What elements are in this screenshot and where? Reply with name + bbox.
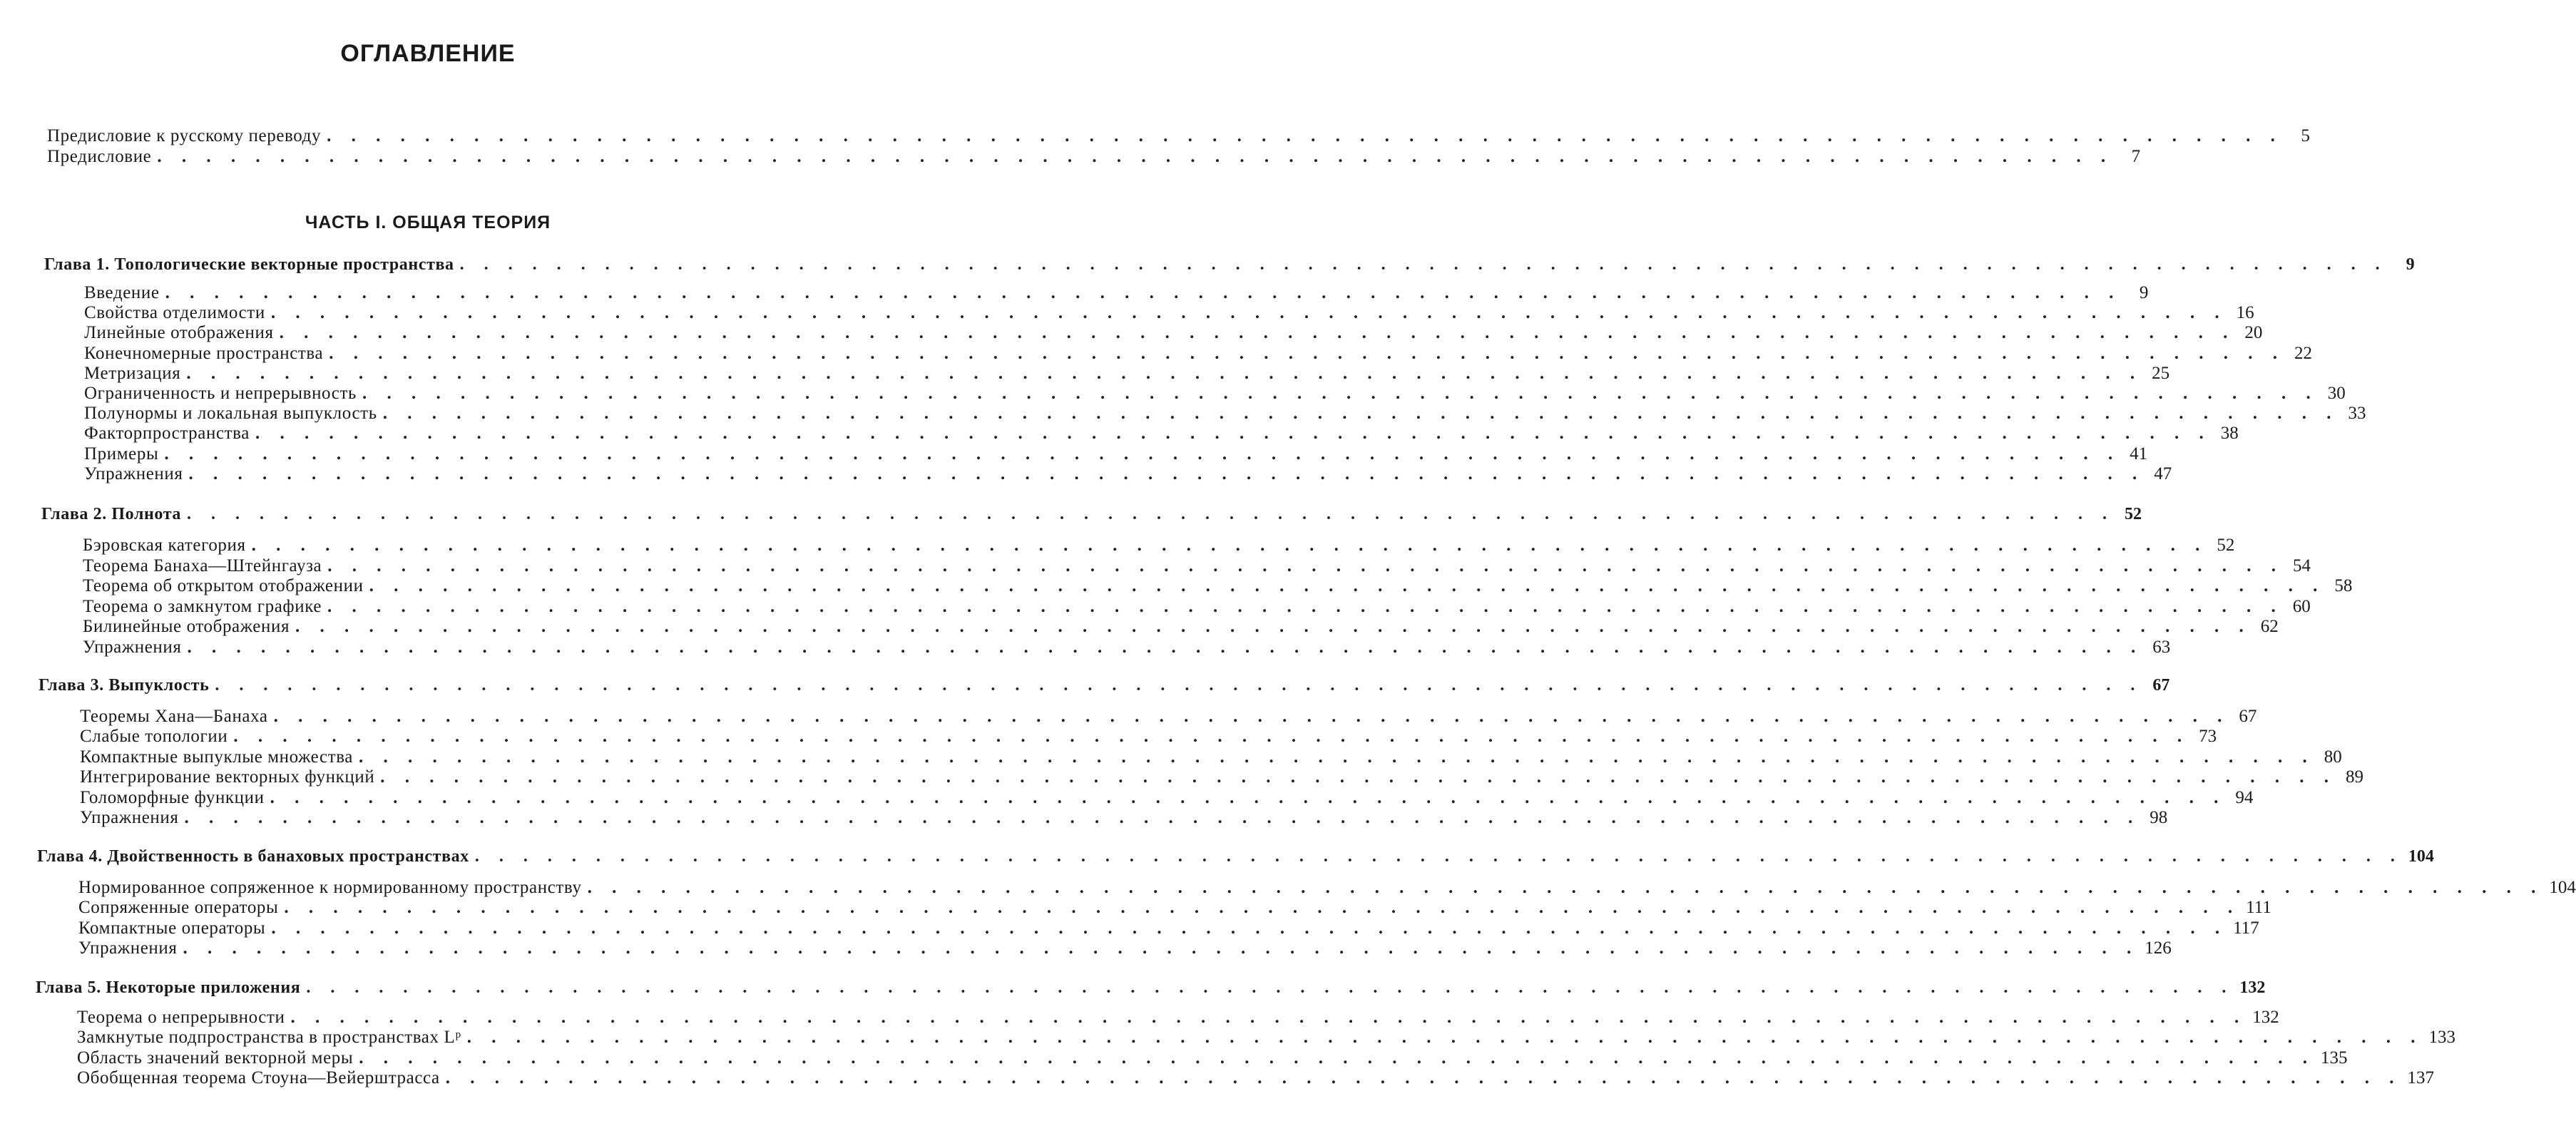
- section-entry: [77, 1048, 2348, 1069]
- toc-entry-label: Упражнения: [78, 938, 178, 958]
- toc-page-number: 47: [2154, 464, 2172, 483]
- front-matter-entry: [47, 126, 2310, 147]
- dot-leader: . . . . . . . . . . . . . . . . . . . . . . . . . . . . . . . . . . . . . . . . . . . . . . . . . . . . . . . . . . . . . . . . . . . . . . . . . . . . . . . .: [380, 767, 2337, 787]
- toc-entry-label: Теорема о замкнутом графике: [83, 597, 322, 616]
- chapter-heading: [41, 503, 2142, 525]
- dot-leader: . . . . . . . . . . . . . . . . . . . . . . . . . . . . . . . . . . . . . . . . . . . . . . . . . . . . . . . . . . . . . . . . . . . . . . . . . . . . . . . .: [362, 384, 2319, 403]
- dot-leader: . . . . . . . . . . . . . . . . . . . . . . . . . . . . . . . . . . . . . . . . . . . . . . . . . . . . . . . . . . . . . . . . . . . . . . . . . . . . . . . .: [466, 1028, 2423, 1047]
- toc-page-number: 137: [2407, 1068, 2434, 1088]
- section-entry: [84, 302, 2254, 324]
- toc-entry-label: Факторпространства: [84, 424, 250, 443]
- section-entry: [78, 938, 2172, 959]
- dot-leader: . . . . . . . . . . . . . . . . . . . . . . . . . . . . . . . . . . . . . . . . . . . . . . . . . . . . . . . . . . . . . . . . . . . . . . . . . . . . . . . .: [327, 556, 2284, 575]
- dot-leader: . . . . . . . . . . . . . . . . . . . . . . . . . . . . . . . . . . . . . . . . . . . . . . . . . . . . . . . . . . . . . . . . . . . . . . . . . . . . . . . .: [164, 444, 2121, 464]
- part-title: ЧАСТЬ I. ОБЩАЯ ТЕОРИЯ: [305, 213, 551, 232]
- toc-page-number: 135: [2321, 1048, 2348, 1068]
- dot-leader: . . . . . . . . . . . . . . . . . . . . . . . . . . . . . . . . . . . . . . . . . . . . . . . . . . . . . . . . . . . . . . . . . . . . . . . . . . . . . . . .: [295, 617, 2252, 636]
- section-entry: [80, 747, 2342, 768]
- toc-entry-label: Упражнения: [83, 638, 182, 657]
- toc-page-number: 30: [2327, 384, 2346, 403]
- toc-entry-label: Билинейные отображения: [83, 617, 290, 636]
- toc-page-number: 38: [2220, 424, 2239, 443]
- toc-page-number: 117: [2233, 919, 2259, 938]
- toc-page-number: 16: [2236, 303, 2254, 322]
- toc-page-number: 20: [2244, 323, 2263, 342]
- toc-entry-label: Теорема об открытом отображении: [83, 576, 364, 595]
- page-title: ОГЛАВЛЕНИЕ: [340, 40, 516, 67]
- dot-leader: . . . . . . . . . . . . . . . . . . . . . . . . . . . . . . . . . . . . . . . . . . . . . . . . . . . . . . . . . . . . . . . . . . . . . . . . . . . . . . . .: [270, 788, 2227, 807]
- dot-leader: . . . . . . . . . . . . . . . . . . . . . . . . . . . . . . . . . . . . . . . . . . . . . . . . . . . . . . . . . . . . . . . . . . . . . . . . . . . . . . . .: [359, 747, 2315, 767]
- dot-leader: . . . . . . . . . . . . . . . . . . . . . . . . . . . . . . . . . . . . . . . . . . . . . . . . . . . . . . . . . . . . . . . . . . . . . . . . . . . . . . . .: [183, 938, 2140, 958]
- toc-entry-label: Полунормы и локальная выпуклость: [84, 404, 377, 423]
- toc-entry-label: Ограниченность и непрерывность: [84, 384, 357, 403]
- toc-entry-label: Интегрирование векторных функций: [80, 767, 375, 787]
- toc-page-number: 41: [2130, 444, 2148, 464]
- toc-entry-label: Сопряженные операторы: [78, 898, 279, 917]
- toc-entry-label: Нормированное сопряженное к нормированному пространству: [78, 878, 582, 897]
- toc-page-number: 7: [2131, 147, 2141, 166]
- section-entry: [80, 726, 2217, 747]
- dot-leader: . . . . . . . . . . . . . . . . . . . . . . . . . . . . . . . . . . . . . . . . . . . . . . . . . . . . . . . . . . . . . . . . . . . . . . . . . . . . . . . .: [251, 536, 2208, 555]
- toc-page-number: 60: [2292, 597, 2311, 616]
- section-entry: [83, 575, 2353, 597]
- toc-entry-label: Упражнения: [84, 464, 183, 483]
- dot-leader: . . . . . . . . . . . . . . . . . . . . . . . . . . . . . . . . . . . . . . . . . . . . . . . . . . . . . . . . . . . . . . . . . . . . . . . . . . . . . . . .: [290, 1008, 2247, 1027]
- dot-leader: . . . . . . . . . . . . . . . . . . . . . . . . . . . . . . . . . . . . . . . . . . . . . . . . . . . . . . . . . . . . . . . . . . . . . . . . . . . . . . . .: [186, 364, 2143, 383]
- toc-entry-label: Слабые топологии: [80, 727, 228, 746]
- front-matter-entry: [47, 146, 2141, 168]
- dot-leader: . . . . . . . . . . . . . . . . . . . . . . . . . . . . . . . . . . . . . . . . . . . . . . . . . . . . . . . . . . . . . . . . . . . . . . . . . . . . . . . .: [359, 1048, 2316, 1068]
- dot-leader: . . . . . . . . . . . . . . . . . . . . . . . . . . . . . . . . . . . . . . . . . . . . . . . . . . . . . . . . . . . . . . . . . . . . . . . . . . . . . . . .: [165, 283, 2122, 302]
- toc-page-number: 89: [2346, 767, 2364, 787]
- section-entry: [77, 1007, 2279, 1028]
- section-entry: [80, 706, 2257, 727]
- toc-page-number: 67: [2239, 707, 2257, 726]
- toc-page-number: 133: [2428, 1028, 2455, 1047]
- dot-leader: . . . . . . . . . . . . . . . . . . . . . . . . . . . . . . . . . . . . . . . . . . . . . . . . . . . . . . . . . . . . . . . . . . . . . . . . . . . . . . . .: [369, 576, 2326, 595]
- toc-page-number: 22: [2294, 344, 2312, 363]
- toc-page-number: 104: [2549, 878, 2576, 897]
- toc-entry-label: Глава 3. Выпуклость: [39, 676, 210, 695]
- toc-page-number: 33: [2348, 404, 2366, 423]
- toc-entry-label: Обобщенная теорема Стоуна—Вейерштрасса: [77, 1068, 440, 1088]
- toc-page-number: 9: [2406, 255, 2415, 274]
- dot-leader: . . . . . . . . . . . . . . . . . . . . . . . . . . . . . . . . . . . . . . . . . . . . . . . . . . . . . . . . . . . . . . . . . . . . . . . . . . . . . . . .: [188, 464, 2145, 483]
- toc-page-number: 67: [2152, 676, 2170, 695]
- toc-page-number: 73: [2199, 727, 2217, 746]
- toc-entry-label: Метризация: [84, 364, 181, 383]
- section-entry: [78, 877, 2576, 899]
- toc-page-number: 25: [2152, 364, 2170, 383]
- section-entry: [80, 787, 2254, 809]
- dot-leader: . . . . . . . . . . . . . . . . . . . . . . . . . . . . . . . . . . . . . . . . . . . . . . . . . . . . . . . . . . . . . . . . . . . . . . . . . . . . . . . .: [187, 505, 2115, 523]
- dot-leader: . . . . . . . . . . . . . . . . . . . . . . . . . . . . . . . . . . . . . . . . . . . . . . . . . . . . . . . . . . . . . . . . . . . . . . . . . . . . . . . .: [327, 597, 2284, 616]
- toc-page-number: 94: [2235, 788, 2254, 807]
- toc-page-number: 52: [2125, 505, 2142, 523]
- toc-entry-label: Теоремы Хана—Банаха: [80, 707, 268, 726]
- toc-entry-label: Глава 2. Полнота: [41, 505, 181, 523]
- toc-entry-label: Линейные отображения: [84, 323, 274, 342]
- toc-entry-label: Компактные операторы: [78, 919, 266, 938]
- toc-entry-label: Бэровская категория: [83, 536, 246, 555]
- section-entry: [77, 1068, 2434, 1089]
- toc-page-number: 5: [2301, 126, 2310, 145]
- section-entry: [83, 596, 2311, 618]
- toc-entry-label: Конечномерные пространства: [84, 344, 324, 363]
- section-entry: [84, 423, 2239, 444]
- section-entry: [84, 322, 2263, 344]
- section-entry: [83, 616, 2279, 638]
- toc-entry-label: Голоморфные функции: [80, 788, 265, 807]
- toc-entry-label: Компактные выпуклые множества: [80, 747, 353, 767]
- toc-entry-label: Глава 5. Некоторые приложения: [36, 978, 301, 997]
- toc-page-number: 104: [2408, 847, 2434, 866]
- dot-leader: . . . . . . . . . . . . . . . . . . . . . . . . . . . . . . . . . . . . . . . . . . . . . . . . . . . . . . . . . . . . . . . . . . . . . . . . . . . . . . . .: [255, 424, 2212, 443]
- section-entry: [78, 918, 2259, 939]
- toc-page-number: 126: [2145, 938, 2172, 958]
- section-entry: [84, 383, 2346, 404]
- toc-page-number: 62: [2260, 617, 2279, 636]
- chapter-heading: [39, 675, 2170, 696]
- section-entry: [80, 767, 2364, 788]
- toc-page-number: 98: [2150, 808, 2168, 827]
- toc-page-number: 80: [2324, 747, 2342, 767]
- toc-page-number: 132: [2252, 1008, 2279, 1027]
- dot-leader: . . . . . . . . . . . . . . . . . . . . . . . . . . . . . . . . . . . . . . . . . . . . . . . . . . . . . . . . . . . . . . . . . . . . . . . . . . . . . . . .: [474, 847, 2403, 866]
- dot-leader: . . . . . . . . . . . . . . . . . . . . . . . . . . . . . . . . . . . . . . . . . . . . . . . . . . . . . . . . . . . . . . . . . . . . . . . . . . . . . . . .: [270, 303, 2227, 322]
- toc-page-number: 54: [2293, 556, 2311, 575]
- dot-leader: . . . . . . . . . . . . . . . . . . . . . . . . . . . . . . . . . . . . . . . . . . . . . . . . . . . . . . . . . . . . . . . . . . . . . . . . . . . . . . . .: [329, 344, 2285, 363]
- toc-page-number: 63: [2152, 638, 2171, 657]
- section-entry: [84, 444, 2148, 465]
- dot-leader: . . . . . . . . . . . . . . . . . . . . . . . . . . . . . . . . . . . . . . . . . . . . . . . . . . . . . . . . . . . . . . . . . . . . . . . . . . . . . . . .: [284, 898, 2241, 917]
- dot-leader: . . . . . . . . . . . . . . . . . . . . . . . . . . . . . . . . . . . . . . . . . . . . . . . . . . . . . . . . . . . . . . . . . . . . . . . . . . . . . . . .: [279, 323, 2236, 342]
- dot-leader: . . . . . . . . . . . . . . . . . . . . . . . . . . . . . . . . . . . . . . . . . . . . . . . . . . . . . . . . . . . . . . . . . . . . . . . . . . . . . . . .: [187, 638, 2144, 657]
- chapter-heading: [36, 977, 2266, 998]
- toc-entry-label: Упражнения: [80, 808, 179, 827]
- dot-leader: . . . . . . . . . . . . . . . . . . . . . . . . . . . . . . . . . . . . . . . . . . . . . . . . . . . . . . . . . . . . . . . . . . . . . . . . . . . . . . . .: [271, 919, 2228, 938]
- dot-leader: . . . . . . . . . . . . . . . . . . . . . . . . . . . . . . . . . . . . . . . . . . . . . . . . . . . . . . . . . . . . . . . . . . . . . . . . . . . . . . . .: [215, 676, 2143, 695]
- toc-entry-label: Примеры: [84, 444, 159, 464]
- section-entry: [84, 464, 2172, 485]
- section-entry: [84, 403, 2366, 424]
- chapter-heading: [37, 846, 2434, 867]
- toc-entry-label: Предисловие: [47, 147, 152, 166]
- dot-leader: . . . . . . . . . . . . . . . . . . . . . . . . . . . . . . . . . . . . . . . . . . . . . . . . . . . . . . . . . . . . . . . . . . . . . . . . . . . . . . . .: [459, 255, 2388, 274]
- section-entry: [78, 897, 2271, 919]
- section-entry: [84, 363, 2170, 384]
- dot-leader: . . . . . . . . . . . . . . . . . . . . . . . . . . . . . . . . . . . . . . . . . . . . . . . . . . . . . . . . . . . . . . . . . . . . . . . . . . . . . . . .: [273, 707, 2230, 726]
- toc-entry-label: Теорема Банаха—Штейнгауза: [83, 556, 322, 575]
- chapter-heading: [44, 254, 2415, 275]
- toc-entry-label: Введение: [84, 283, 160, 302]
- toc-entry-label: Глава 1. Топологические векторные пространства: [44, 255, 454, 274]
- section-entry: [83, 535, 2235, 556]
- section-entry: [77, 1027, 2455, 1048]
- dot-leader: . . . . . . . . . . . . . . . . . . . . . . . . . . . . . . . . . . . . . . . . . . . . . . . . . . . . . . . . . . . . . . . . . . . . . . . . . . . . . . . .: [587, 878, 2544, 897]
- toc-page-number: 52: [2217, 536, 2235, 555]
- section-entry: [83, 556, 2311, 577]
- dot-leader: . . . . . . . . . . . . . . . . . . . . . . . . . . . . . . . . . . . . . . . . . . . . . . . . . . . . . . . . . . . . . . . . . . . . . . . . . . . . . . . .: [327, 126, 2283, 145]
- toc-page-number: 111: [2246, 898, 2271, 917]
- toc-entry-label: Область значений векторной меры: [77, 1048, 354, 1068]
- dot-leader: . . . . . . . . . . . . . . . . . . . . . . . . . . . . . . . . . . . . . . . . . . . . . . . . . . . . . . . . . . . . . . . . . . . . . . . . . . . . . . . .: [445, 1068, 2402, 1088]
- section-entry: [83, 637, 2171, 658]
- section-entry: [84, 343, 2312, 364]
- toc-entry-label: Свойства отделимости: [84, 303, 265, 322]
- dot-leader: . . . . . . . . . . . . . . . . . . . . . . . . . . . . . . . . . . . . . . . . . . . . . . . . . . . . . . . . . . . . . . . . . . . . . . . . . . . . . . . .: [184, 808, 2141, 827]
- dot-leader: . . . . . . . . . . . . . . . . . . . . . . . . . . . . . . . . . . . . . . . . . . . . . . . . . . . . . . . . . . . . . . . . . . . . . . . . . . . . . . . .: [382, 404, 2339, 423]
- dot-leader: . . . . . . . . . . . . . . . . . . . . . . . . . . . . . . . . . . . . . . . . . . . . . . . . . . . . . . . . . . . . . . . . . . . . . . . . . . . . . . . .: [306, 978, 2234, 997]
- toc-page-number: 132: [2239, 978, 2266, 997]
- toc-page-number: 58: [2334, 576, 2353, 595]
- toc-entry-label: Теорема о непрерывности: [77, 1008, 285, 1027]
- toc-entry-label: Замкнутые подпространства в пространствах Lᵖ: [77, 1028, 461, 1047]
- dot-leader: . . . . . . . . . . . . . . . . . . . . . . . . . . . . . . . . . . . . . . . . . . . . . . . . . . . . . . . . . . . . . . . . . . . . . . . . . . . . . . . .: [233, 727, 2190, 746]
- toc-entry-label: Глава 4. Двойственность в банаховых пространствах: [37, 847, 469, 866]
- toc-entry-label: Предисловие к русскому переводу: [47, 126, 322, 145]
- toc-page-number: 9: [2139, 283, 2149, 302]
- section-entry: [84, 282, 2149, 304]
- section-entry: [80, 807, 2168, 829]
- dot-leader: . . . . . . . . . . . . . . . . . . . . . . . . . . . . . . . . . . . . . . . . . . . . . . . . . . . . . . . . . . . . . . . . . . . . . . . . . . . . . . . .: [157, 147, 2114, 166]
